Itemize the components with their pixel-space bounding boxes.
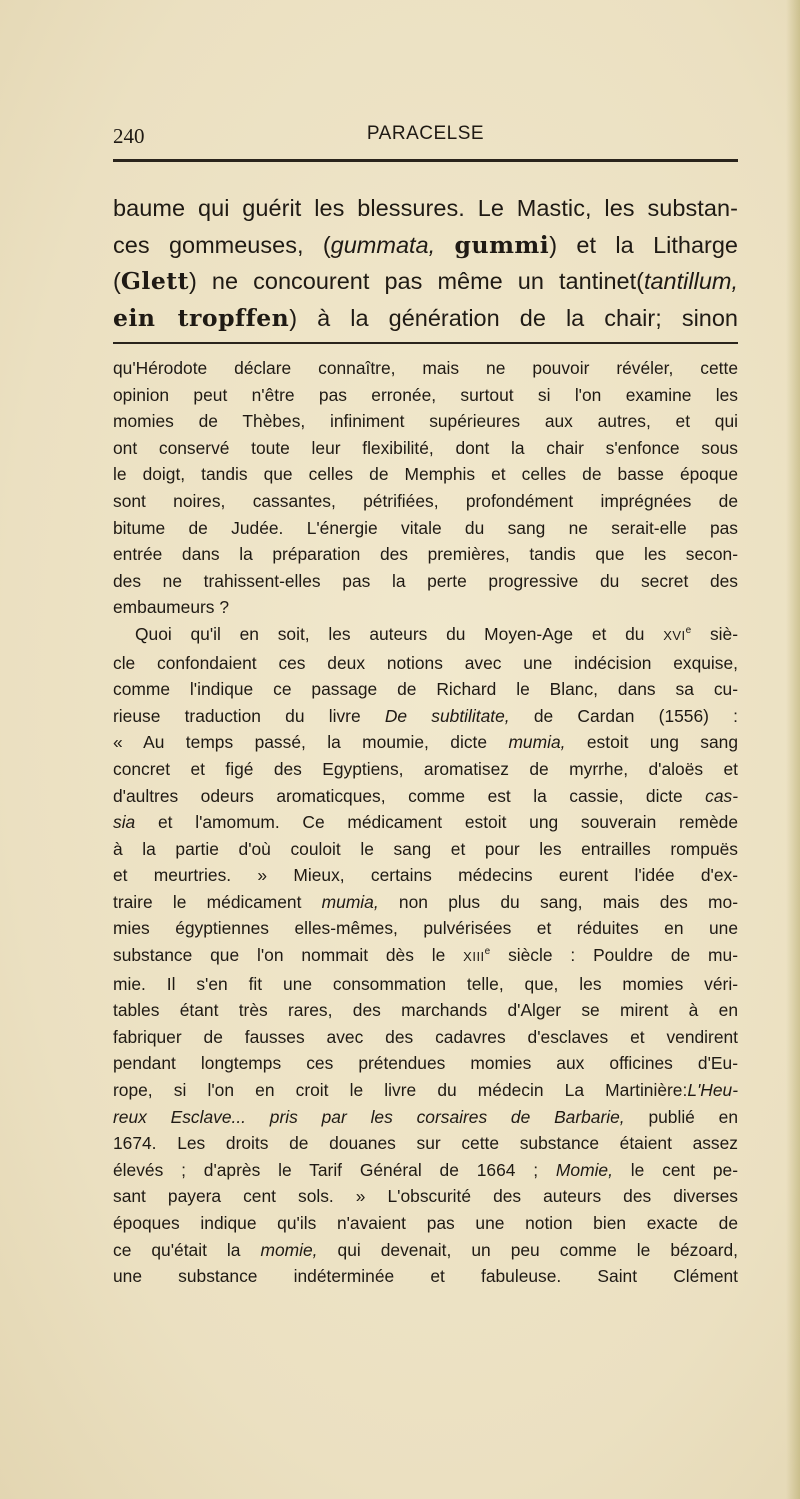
main-paragraph — [113, 190, 738, 336]
note-line: rope, si l'on en croit le livre du médecin La Martinière:L'Heu- — [113, 1080, 738, 1101]
footnote-text — [113, 355, 738, 1290]
note-line: élevés ; d'après le Tarif Général de 1664 ; Momie, le cent pe- — [113, 1159, 738, 1180]
note-line: fabriquer de fausses avec des cadavres d'esclaves et vendirent — [113, 1026, 738, 1047]
note-line: sant payera cent sols. » L'obscurité des auteurs des diverses — [113, 1186, 738, 1207]
main-line: (Glett) ne concourent pas même un tantinet(tantillum, — [113, 267, 738, 295]
note-line: mies égyptiennes elles-mêmes, pulvérisées et réduites en une — [113, 918, 738, 939]
note-line: époques indique qu'ils n'avaient pas une notion bien exacte de — [113, 1213, 738, 1233]
running-head — [113, 120, 738, 154]
note-line: embaumeurs ? — [113, 597, 229, 618]
note-line: comme l'indique ce passage de Richard le Blanc, dans sa cu- — [113, 679, 738, 700]
note-line: Quoi qu'il en soit, les auteurs du Moyen-Age et du XVIe siè- — [135, 623, 738, 644]
footnote-rule — [113, 342, 738, 344]
note-line: qu'Hérodote déclare connaître, mais ne pouvoir révéler, cette — [113, 358, 738, 378]
page-edge-shadow — [786, 0, 800, 1499]
note-line: reux Esclave... pris par les corsaires de Barbarie, publié en — [113, 1106, 738, 1127]
running-title: PARACELSE — [366, 123, 485, 144]
note-line: sont noires, cassantes, pétrifiées, profondément imprégnées de — [113, 490, 738, 511]
main-line: ein tropffen) à la génération de la chair; sinon — [113, 303, 738, 332]
note-line: d'aultres odeurs aromaticques, comme est la cassie, dicte cas- — [113, 785, 738, 806]
header-rule — [113, 159, 738, 162]
note-line: à la partie d'où couloit le sang et pour les entrailles rompuës — [113, 838, 738, 859]
note-line: substance que l'on nommait dès le XIIIe siècle : Pouldre de mu- — [113, 945, 738, 966]
note-line: tables étant très rares, des marchands d'Alger se mirent à en — [113, 1000, 738, 1021]
note-line: cle confondaient ces deux notions avec une indécision exquise, — [113, 652, 738, 673]
note-line: ont conservé toute leur flexibilité, dont la chair s'enfonce sous — [113, 437, 738, 458]
note-line: « Au temps passé, la moumie, dicte mumia, estoit ung sang — [113, 732, 738, 753]
note-line: sia et l'amomum. Ce médicament estoit ung souverain remède — [113, 812, 738, 833]
note-line: une substance indéterminée et fabuleuse. Saint Clément — [113, 1266, 738, 1287]
note-line: momies de Thèbes, infiniment supérieures aux autres, et qui — [113, 411, 738, 432]
note-line: mie. Il s'en fit une consommation telle, que, les momies véri- — [113, 973, 738, 994]
main-line: baume qui guérit les blessures. Le Mastic, les substan- — [113, 195, 738, 221]
note-line: 1674. Les droits de douanes sur cette substance étaient assez — [113, 1133, 738, 1154]
note-line: entrée dans la préparation des premières, tandis que les secon- — [113, 544, 738, 565]
main-line: ces gommeuses, (gummata, gummi) et la Litharge — [113, 230, 738, 259]
note-line: opinion peut n'être pas erronée, surtout si l'on examine les — [113, 384, 738, 405]
note-line: concret et figé des Egyptiens, aromatisez de myrrhe, d'aloës et — [113, 758, 738, 779]
note-line: des ne trahissent-elles pas la perte progressive du secret des — [113, 570, 738, 591]
page-number: 240 — [113, 124, 145, 148]
note-line: et meurtries. » Mieux, certains médecins eurent l'idée d'ex- — [113, 865, 738, 886]
note-line: bitume de Judée. L'énergie vitale du sang ne serait-elle pas — [113, 517, 738, 538]
note-line: le doigt, tandis que celles de Memphis et celles de basse époque — [113, 464, 738, 485]
note-line: rieuse traduction du livre De subtilitate, de Cardan (1556) : — [113, 705, 738, 726]
note-line: traire le médicament mumia, non plus du sang, mais des mo- — [113, 891, 738, 912]
note-line: ce qu'était la momie, qui devenait, un peu comme le bézoard, — [113, 1239, 739, 1260]
note-line: pendant longtemps ces prétendues momies aux officines d'Eu- — [113, 1053, 738, 1074]
